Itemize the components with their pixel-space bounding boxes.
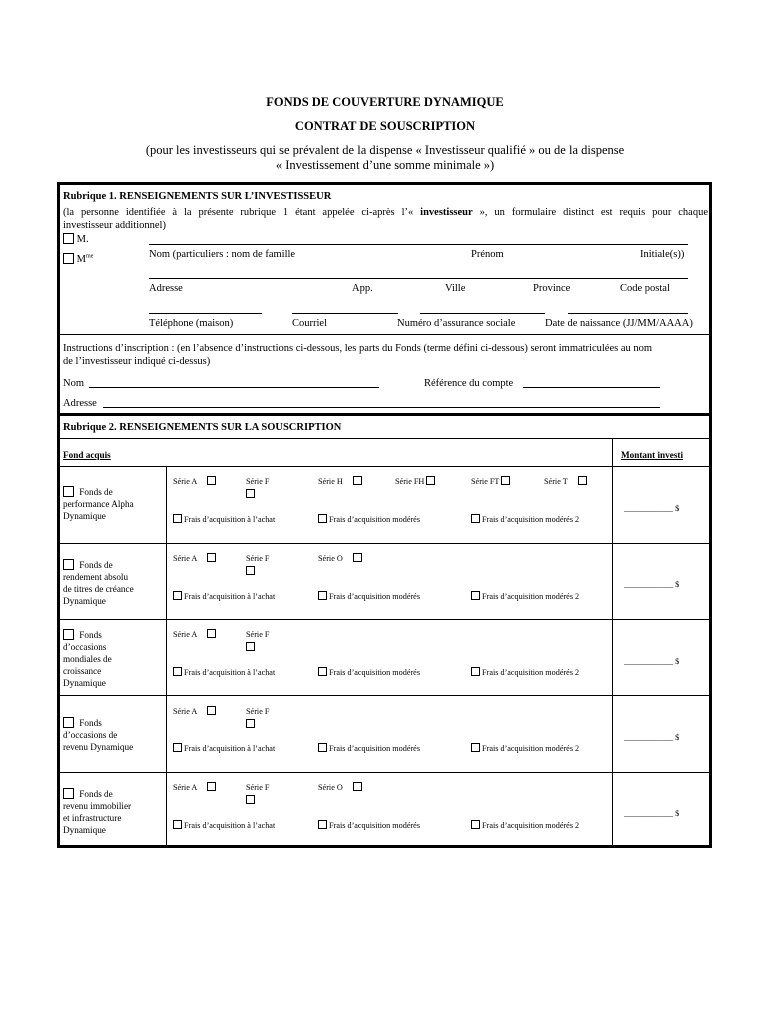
series-label: Série F bbox=[246, 554, 270, 563]
fee-label: Frais d’acquisition à l’achat bbox=[184, 668, 276, 677]
series-option[interactable] bbox=[471, 476, 510, 487]
series-option[interactable] bbox=[246, 782, 269, 806]
series-label: Série A bbox=[173, 783, 197, 792]
fee-option-moderes2[interactable] bbox=[471, 591, 579, 602]
fee-label: Frais d’acquisition à l’achat bbox=[184, 821, 276, 830]
fund-row-2-name[interactable] bbox=[63, 559, 163, 607]
series-checkbox[interactable] bbox=[246, 642, 255, 651]
fund-5-checkbox[interactable] bbox=[63, 788, 74, 799]
address-input-line[interactable] bbox=[149, 278, 688, 279]
series-option[interactable] bbox=[173, 629, 216, 640]
series-checkbox[interactable] bbox=[246, 719, 255, 728]
fee-checkbox[interactable] bbox=[173, 667, 182, 676]
series-label: Série F bbox=[246, 477, 270, 486]
fund-name-line: de titres de créance bbox=[63, 584, 134, 594]
title-m-label: M. bbox=[76, 234, 89, 245]
instructions-line1: Instructions d’inscription : (en l’absence d’instructions ci-dessous, les parts du Fonds (terme défini ci-dessous) seront immatriculées au nom bbox=[63, 343, 653, 354]
fund-name-line: revenu Dynamique bbox=[63, 742, 134, 752]
series-label: Série FH bbox=[395, 477, 425, 486]
email-input-line[interactable] bbox=[292, 313, 398, 314]
fee-checkbox[interactable] bbox=[318, 514, 327, 523]
label-reg-nom: Nom bbox=[63, 378, 84, 389]
fund-name-line: rendement absolu bbox=[63, 572, 129, 582]
fee-checkbox[interactable] bbox=[471, 591, 480, 600]
row-divider bbox=[60, 695, 709, 696]
series-checkbox[interactable] bbox=[207, 706, 216, 715]
fund-row-3-name[interactable] bbox=[63, 629, 163, 689]
col-header-fund: Fond acquis bbox=[63, 450, 111, 460]
fee-option-moderes[interactable] bbox=[318, 514, 420, 525]
title-m-option[interactable] bbox=[63, 233, 89, 246]
fund-name-line: croissance bbox=[63, 666, 102, 676]
series-checkbox[interactable] bbox=[207, 782, 216, 791]
fund-name-line: Dynamique bbox=[63, 596, 106, 606]
amount-input[interactable]: ____________ $ bbox=[624, 657, 680, 666]
fund-4-checkbox[interactable] bbox=[63, 717, 74, 728]
series-checkbox[interactable] bbox=[353, 782, 362, 791]
fund-name-line: performance Alpha bbox=[63, 499, 134, 509]
label-prenom: Prénom bbox=[471, 249, 504, 260]
fund-row-1-name[interactable] bbox=[63, 486, 163, 522]
fee-checkbox[interactable] bbox=[318, 591, 327, 600]
phone-input-line[interactable] bbox=[149, 313, 262, 314]
fund-2-checkbox[interactable] bbox=[63, 559, 74, 570]
series-label: Série O bbox=[318, 554, 343, 563]
fee-option-moderes[interactable] bbox=[318, 820, 420, 831]
fee-label: Frais d’acquisition à l’achat bbox=[184, 592, 276, 601]
fee-option-achat[interactable] bbox=[173, 514, 275, 525]
label-adresse: Adresse bbox=[149, 283, 183, 294]
label-naissance: Date de naissance (JJ/MM/AAAA) bbox=[545, 318, 693, 329]
series-checkbox[interactable] bbox=[207, 553, 216, 562]
reference-input-line[interactable] bbox=[523, 387, 660, 388]
fund-name-line: Fonds bbox=[79, 630, 102, 640]
series-checkbox[interactable] bbox=[353, 476, 362, 485]
series-checkbox[interactable] bbox=[501, 476, 510, 485]
series-option[interactable] bbox=[246, 629, 269, 653]
fee-label: Frais d’acquisition modérés 2 bbox=[482, 744, 580, 753]
fund-name-line: d’occasions de bbox=[63, 730, 118, 740]
label-initiales: Initiale(s)) bbox=[640, 249, 685, 260]
fee-option-moderes[interactable] bbox=[318, 743, 420, 754]
fund-name-line: Dynamique bbox=[63, 511, 106, 521]
series-label: Série T bbox=[544, 477, 568, 486]
series-label: Série F bbox=[246, 707, 270, 716]
series-option[interactable] bbox=[246, 706, 269, 730]
section-divider bbox=[60, 413, 709, 416]
label-ville: Ville bbox=[445, 283, 466, 294]
page-note-line2: « Investissement d’une somme minimale ») bbox=[275, 158, 495, 172]
fund-name-line: et infrastructure bbox=[63, 813, 122, 823]
label-nas: Numéro d’assurance sociale bbox=[397, 318, 516, 329]
series-label: Série FT bbox=[471, 477, 500, 486]
label-app: App. bbox=[352, 283, 373, 294]
fund-1-checkbox[interactable] bbox=[63, 486, 74, 497]
fund-row-5-name[interactable] bbox=[63, 788, 163, 836]
fee-label: Frais d’acquisition modérés bbox=[329, 515, 421, 524]
series-label: Série F bbox=[246, 630, 270, 639]
fee-option-moderes[interactable] bbox=[318, 667, 420, 678]
fee-checkbox[interactable] bbox=[318, 667, 327, 676]
fee-checkbox[interactable] bbox=[173, 591, 182, 600]
title-mme-label: $M^{me}$ bbox=[76, 253, 94, 265]
series-option[interactable] bbox=[246, 476, 269, 500]
fund-3-checkbox[interactable] bbox=[63, 629, 74, 640]
fee-label: Frais d’acquisition modérés 2 bbox=[482, 821, 580, 830]
fee-checkbox[interactable] bbox=[471, 514, 480, 523]
series-label: Série A bbox=[173, 477, 197, 486]
sin-input-line[interactable] bbox=[420, 313, 545, 314]
fee-label: Frais d’acquisition modérés 2 bbox=[482, 592, 580, 601]
fund-name-line: mondiales de bbox=[63, 654, 112, 664]
label-reg-adresse: Adresse bbox=[63, 398, 97, 409]
fee-option-achat[interactable] bbox=[173, 820, 275, 831]
section1-title: Rubrique 1. RENSEIGNEMENTS SUR L’INVESTISSEUR bbox=[63, 191, 332, 202]
reg-name-input-line[interactable] bbox=[89, 387, 379, 388]
row-divider bbox=[60, 772, 709, 773]
series-checkbox[interactable] bbox=[246, 795, 255, 804]
fee-option-moderes2[interactable] bbox=[471, 514, 579, 525]
title-mme-checkbox[interactable] bbox=[63, 253, 74, 264]
fund-name-line: Fonds de bbox=[79, 487, 113, 497]
fee-option-achat[interactable] bbox=[173, 743, 275, 754]
series-option[interactable] bbox=[173, 782, 216, 793]
series-checkbox[interactable] bbox=[246, 489, 255, 498]
fee-option-moderes2[interactable] bbox=[471, 743, 579, 754]
page-title: FONDS DE COUVERTURE DYNAMIQUE bbox=[266, 95, 504, 109]
series-checkbox[interactable] bbox=[578, 476, 587, 485]
section1-intro: (la personne identifiée à la présente rubrique 1 étant appelée ci-après l’« investisseur », un formulaire distinct est requis pour chaque bbox=[63, 207, 709, 218]
series-option[interactable] bbox=[318, 476, 362, 487]
fee-option-achat[interactable] bbox=[173, 667, 275, 678]
fee-option-moderes2[interactable] bbox=[471, 667, 579, 678]
table-column-divider bbox=[166, 466, 167, 845]
fee-label: Frais d’acquisition modérés 2 bbox=[482, 515, 580, 524]
fee-checkbox[interactable] bbox=[318, 820, 327, 829]
series-option[interactable] bbox=[544, 476, 587, 487]
dob-input-line[interactable] bbox=[568, 313, 688, 314]
label-province: Province bbox=[533, 283, 571, 294]
fee-label: Frais d’acquisition à l’achat bbox=[184, 515, 276, 524]
amount-input[interactable]: ____________ $ bbox=[624, 580, 680, 589]
fund-name-line: Fonds de bbox=[79, 560, 113, 570]
fee-label: Frais d’acquisition modérés bbox=[329, 744, 421, 753]
series-label: Série O bbox=[318, 783, 343, 792]
fee-checkbox[interactable] bbox=[471, 667, 480, 676]
series-option[interactable] bbox=[318, 782, 362, 793]
fee-option-moderes[interactable] bbox=[318, 591, 420, 602]
fund-name-line: revenu immobilier bbox=[63, 801, 132, 811]
series-option[interactable] bbox=[395, 476, 435, 487]
series-option[interactable] bbox=[173, 553, 216, 564]
section1-intro-line2: investisseur additionnel) bbox=[63, 220, 166, 231]
fund-name-line: Dynamique bbox=[63, 825, 106, 835]
label-code-postal: Code postal bbox=[620, 283, 670, 294]
reg-address-input-line[interactable] bbox=[103, 407, 660, 408]
series-option[interactable] bbox=[318, 553, 362, 564]
fee-checkbox[interactable] bbox=[318, 743, 327, 752]
fee-checkbox[interactable] bbox=[173, 820, 182, 829]
instructions-line2: de l’investisseur indiqué ci-dessus) bbox=[63, 356, 211, 367]
label-telephone: Téléphone (maison) bbox=[149, 318, 234, 329]
label-nom: Nom (particuliers : nom de famille bbox=[149, 249, 296, 260]
row-divider bbox=[60, 543, 709, 544]
page-subtitle: CONTRAT DE SOUSCRIPTION bbox=[294, 119, 476, 133]
series-checkbox[interactable] bbox=[207, 476, 216, 485]
fee-label: Frais d’acquisition modérés bbox=[329, 592, 421, 601]
fee-label: Frais d’acquisition modérés bbox=[329, 668, 421, 677]
fee-checkbox[interactable] bbox=[471, 743, 480, 752]
series-checkbox[interactable] bbox=[426, 476, 435, 485]
fee-checkbox[interactable] bbox=[173, 514, 182, 523]
section2-title: Rubrique 2. RENSEIGNEMENTS SUR LA SOUSCRIPTION bbox=[63, 422, 342, 433]
col-header-amount: Montant investi bbox=[621, 450, 684, 460]
series-label: Série F bbox=[246, 783, 270, 792]
fee-option-moderes2[interactable] bbox=[471, 820, 579, 831]
series-label: Série H bbox=[318, 477, 343, 486]
fee-label: Frais d’acquisition modérés 2 bbox=[482, 668, 580, 677]
page-note-line1: (pour les investisseurs qui se prévalent de la dispense « Investisseur qualifié » ou de la dispense bbox=[145, 143, 625, 157]
series-checkbox[interactable] bbox=[246, 566, 255, 575]
series-label: Série A bbox=[173, 554, 197, 563]
amount-input[interactable]: ____________ $ bbox=[624, 809, 680, 818]
series-option[interactable] bbox=[173, 706, 216, 717]
label-courriel: Courriel bbox=[292, 318, 327, 329]
series-label: Série A bbox=[173, 630, 197, 639]
label-reference: Référence du compte bbox=[424, 378, 514, 389]
fee-checkbox[interactable] bbox=[471, 820, 480, 829]
fund-row-4-name[interactable] bbox=[63, 717, 163, 753]
fee-option-achat[interactable] bbox=[173, 591, 275, 602]
fund-name-line: Fonds bbox=[79, 718, 102, 728]
series-option[interactable] bbox=[173, 476, 216, 487]
series-checkbox[interactable] bbox=[207, 629, 216, 638]
table-column-divider bbox=[612, 438, 613, 845]
name-input-line[interactable] bbox=[149, 244, 688, 245]
row-divider bbox=[60, 619, 709, 620]
fund-name-line: Dynamique bbox=[63, 678, 106, 688]
amount-input[interactable]: ____________ $ bbox=[624, 504, 680, 513]
fee-label: Frais d’acquisition à l’achat bbox=[184, 744, 276, 753]
title-mme-option[interactable] bbox=[63, 250, 93, 266]
amount-input[interactable]: ____________ $ bbox=[624, 733, 680, 742]
fee-checkbox[interactable] bbox=[173, 743, 182, 752]
series-option[interactable] bbox=[246, 553, 269, 577]
fee-label: Frais d’acquisition modérés bbox=[329, 821, 421, 830]
series-label: Série A bbox=[173, 707, 197, 716]
fund-name-line: d’occasions bbox=[63, 642, 107, 652]
divider bbox=[60, 334, 709, 335]
series-checkbox[interactable] bbox=[353, 553, 362, 562]
title-m-checkbox[interactable] bbox=[63, 233, 74, 244]
fund-name-line: Fonds de bbox=[79, 789, 113, 799]
